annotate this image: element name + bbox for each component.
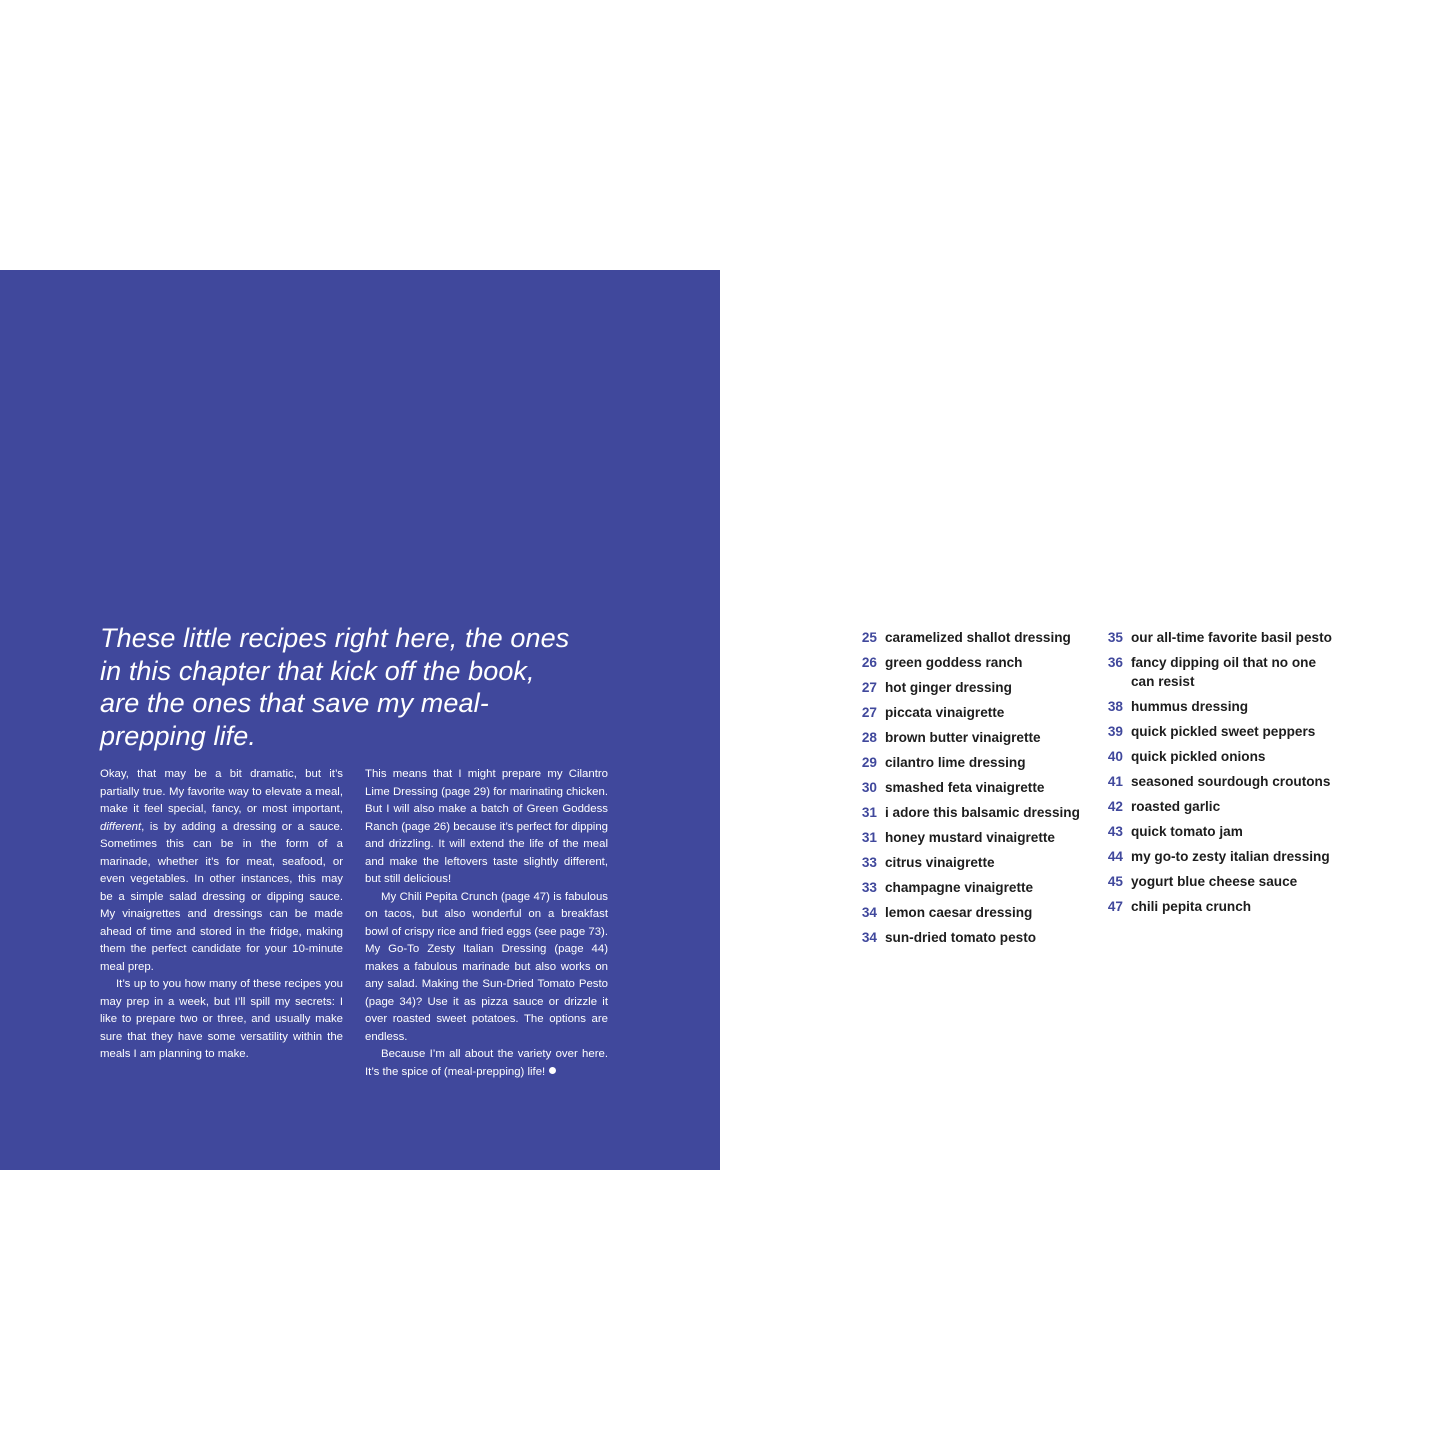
recipe-page-number: 39 (1107, 723, 1123, 739)
recipe-list-item (852, 679, 1092, 698)
recipe-page-number: 29 (861, 755, 877, 770)
recipe-page-number: 33 (861, 855, 877, 870)
recipe-list-item (852, 704, 1092, 723)
recipe-title: lemon caesar dressing (885, 905, 1033, 920)
recipe-title: brown butter vinaigrette (885, 730, 1041, 745)
recipe-page-number: 28 (861, 730, 877, 745)
recipe-list-item (1098, 848, 1338, 867)
recipe-page-number: 47 (1107, 898, 1123, 914)
recipe-list-item (1098, 898, 1338, 917)
recipe-list-item (1098, 723, 1338, 742)
recipe-title: seasoned sourdough croutons (1131, 773, 1331, 789)
recipe-page-number: 26 (861, 655, 877, 670)
recipe-title: hummus dressing (1131, 698, 1249, 714)
recipe-page-number: 38 (1107, 698, 1123, 714)
recipe-title: champagne vinaigrette (885, 880, 1034, 895)
recipe-title: sun-dried tomato pesto (885, 930, 1037, 945)
recipe-page-number: 41 (1107, 773, 1123, 789)
recipe-list-item (852, 779, 1092, 798)
recipe-title: cilantro lime dressing (885, 755, 1026, 770)
recipe-title: our all-time favorite basil pesto (1131, 630, 1332, 645)
body-column-1 (100, 766, 343, 1064)
body-paragraph: My Chili Pepita Crunch (page 47) is fabulous on tacos, but also wonderful on a breakfast bowl of crispy rice and fried eggs (see page 73). My Go-To Zesty Italian Dressing (page 44) makes a fabulous marinade but also works on any salad. Making the Sun-Dried Tomato Pesto (page 34)? Use it as pizza sauce or drizzle it over roasted sweet potatoes. The options are endless. (365, 890, 608, 1043)
recipe-list-left (852, 629, 1092, 954)
recipe-list-right (1098, 629, 1338, 923)
recipe-title: quick pickled sweet peppers (1131, 723, 1316, 739)
recipe-list-item (852, 879, 1092, 898)
recipe-page-number: 30 (861, 780, 877, 795)
end-mark-icon (549, 1067, 556, 1074)
recipe-page-number: 36 (1107, 655, 1123, 670)
recipe-title: honey mustard vinaigrette (885, 830, 1055, 845)
recipe-title: green goddess ranch (885, 655, 1023, 670)
recipe-title: smashed feta vinaigrette (885, 780, 1045, 795)
recipe-title: piccata vinaigrette (885, 705, 1005, 720)
recipe-page-number: 33 (861, 880, 877, 895)
recipe-list-item (852, 929, 1092, 948)
recipe-page-number: 34 (861, 905, 877, 920)
recipe-list-item (1098, 798, 1338, 817)
body-paragraph: Okay, that may be a bit dramatic, but it’s partially true. My favorite way to elevate a meal, make it feel special, fancy, or most important, different, is by adding a dressing or a sauce. Sometimes this can be in the form of a marinade, whether it’s for meat, seafood, or even vegetables. In other instances, this may be a simple salad dressing or dipping sauce. My vinaigrettes and dressings can be made ahead of time and stored in the fridge, making them the perfect candidate for your 10-minute meal prep. (100, 768, 343, 973)
intro-panel (0, 270, 720, 1170)
recipe-title: roasted garlic (1131, 798, 1221, 814)
recipe-title: quick tomato jam (1131, 823, 1243, 839)
recipe-page-number: 44 (1107, 848, 1123, 864)
recipe-list-item (852, 654, 1092, 673)
body-paragraph: This means that I might prepare my Cilantro Lime Dressing (page 29) for marinating chicken. But I will also make a batch of Green Goddess Ranch (page 26) because it’s perfect for dipping and drizzling. It will extend the life of the meal and make the leftovers taste slightly different, but still delicious! (365, 768, 608, 885)
recipe-title: my go-to zesty italian dressing (1131, 848, 1330, 864)
recipe-page-number: 35 (1107, 630, 1123, 645)
recipe-list-item (852, 804, 1092, 823)
recipe-list-item (1098, 698, 1338, 717)
recipe-title: caramelized shallot dressing (885, 630, 1071, 645)
recipe-list-item (852, 854, 1092, 873)
recipe-title: yogurt blue cheese sauce (1131, 873, 1298, 889)
recipe-title: quick pickled onions (1131, 748, 1266, 764)
recipe-page-number: 31 (861, 830, 877, 845)
recipe-page-number: 27 (861, 680, 877, 695)
recipe-title: hot ginger dressing (885, 680, 1012, 695)
recipe-list-item (1098, 773, 1338, 792)
recipe-list-item (1098, 654, 1338, 691)
recipe-list-item (852, 829, 1092, 848)
body-column-2 (365, 766, 608, 1081)
recipe-page-number: 27 (861, 705, 877, 720)
recipe-list-item (1098, 629, 1338, 648)
recipe-list-item (1098, 823, 1338, 842)
recipe-page-number: 45 (1107, 873, 1123, 889)
recipe-list-item (852, 754, 1092, 773)
recipe-title: chili pepita crunch (1131, 898, 1252, 914)
recipe-page-number: 43 (1107, 823, 1123, 839)
recipe-list-item (1098, 748, 1338, 767)
recipe-list-item (1098, 873, 1338, 892)
recipe-list-item (852, 904, 1092, 923)
emphasis-text: different (100, 820, 142, 833)
recipe-title: i adore this balsamic dressing (885, 805, 1080, 820)
body-paragraph: Because I’m all about the variety over here. It’s the spice of (meal-prepping) life! (365, 1048, 608, 1078)
recipe-title: fancy dipping oil that no one can resist (1131, 655, 1317, 689)
recipe-page-number: 40 (1107, 748, 1123, 764)
recipe-list-item (852, 629, 1092, 648)
recipe-list-item (852, 729, 1092, 748)
recipe-title: citrus vinaigrette (885, 855, 995, 870)
recipe-page-number: 34 (861, 930, 877, 945)
body-paragraph: It’s up to you how many of these recipes you may prep in a week, but I’ll spill my secrets: I like to prepare two or three, and usually make sure that they have some versatility within the meals I am planning to make. (100, 978, 343, 1060)
recipe-page-number: 25 (861, 630, 877, 645)
recipe-page-number: 31 (861, 805, 877, 820)
recipe-page-number: 42 (1107, 798, 1123, 814)
pull-quote: These little recipes right here, the ones in this chapter that kick off the book, are the ones that save my meal-prepping life. (100, 623, 570, 752)
